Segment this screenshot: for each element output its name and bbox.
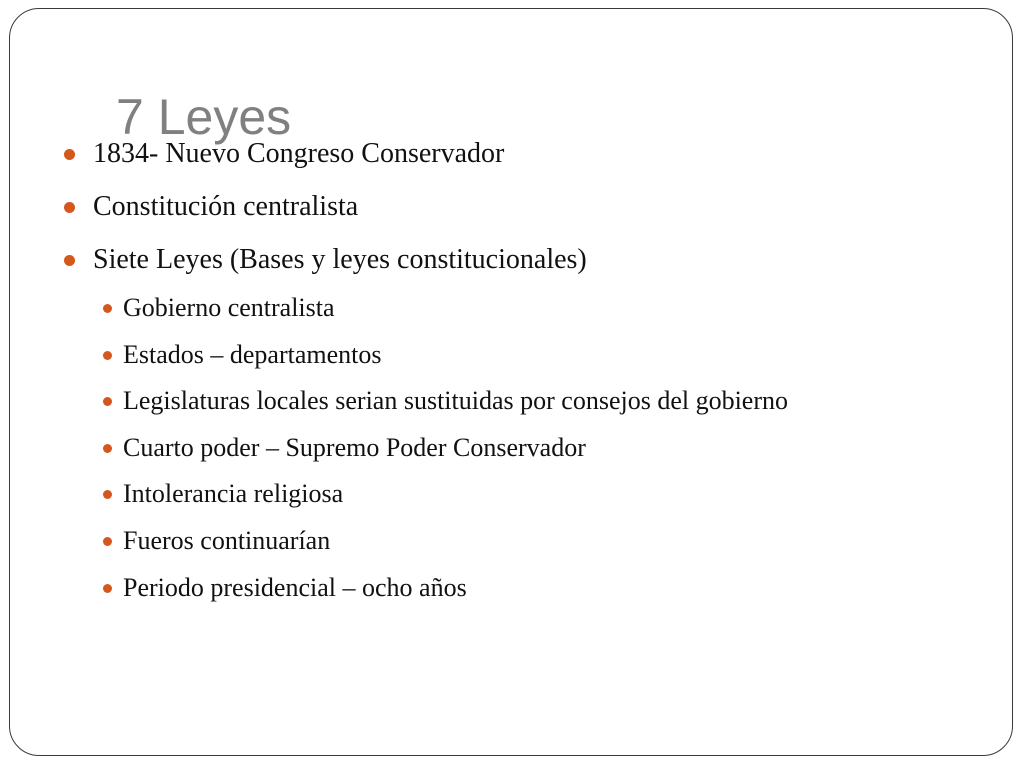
bullet-icon <box>103 584 112 593</box>
bullet-icon <box>64 202 75 213</box>
bullet-icon <box>103 397 112 406</box>
bullet-icon <box>64 255 75 266</box>
bullet-icon <box>64 149 75 160</box>
sub-bullet-item <box>123 478 343 510</box>
bullet-text: Constitución centralista <box>93 191 359 222</box>
bullet-icon <box>103 351 112 360</box>
bullet-icon <box>103 444 112 453</box>
bullet-item <box>93 242 587 278</box>
bullet-text: Estados – departamentos <box>123 340 382 369</box>
sub-bullet-item <box>123 525 330 557</box>
sub-bullet-item <box>123 339 382 371</box>
bullet-text: Intolerancia religiosa <box>123 479 344 508</box>
bullet-text: Gobierno centralista <box>123 293 335 322</box>
sub-bullet-item <box>123 572 467 604</box>
bullet-text: Legislaturas locales serian sustituidas por consejos del gobierno <box>123 386 789 415</box>
bullet-item <box>93 189 358 225</box>
sub-bullet-item <box>123 385 788 417</box>
bullet-icon <box>103 490 112 499</box>
bullet-icon <box>103 537 112 546</box>
slide-title: 7 Leyes <box>116 89 292 145</box>
sub-bullet-item <box>123 292 335 324</box>
bullet-icon <box>103 304 112 313</box>
bullet-text: Fueros continuarían <box>123 526 331 555</box>
sub-bullet-item <box>123 432 586 464</box>
bullet-text: 1834- Nuevo Congreso Conservador <box>93 138 505 169</box>
bullet-text: Cuarto poder – Supremo Poder Conservador <box>123 433 586 462</box>
bullet-text: Siete Leyes (Bases y leyes constitucionales) <box>93 244 587 275</box>
bullet-text: Periodo presidencial – ocho años <box>123 573 467 602</box>
